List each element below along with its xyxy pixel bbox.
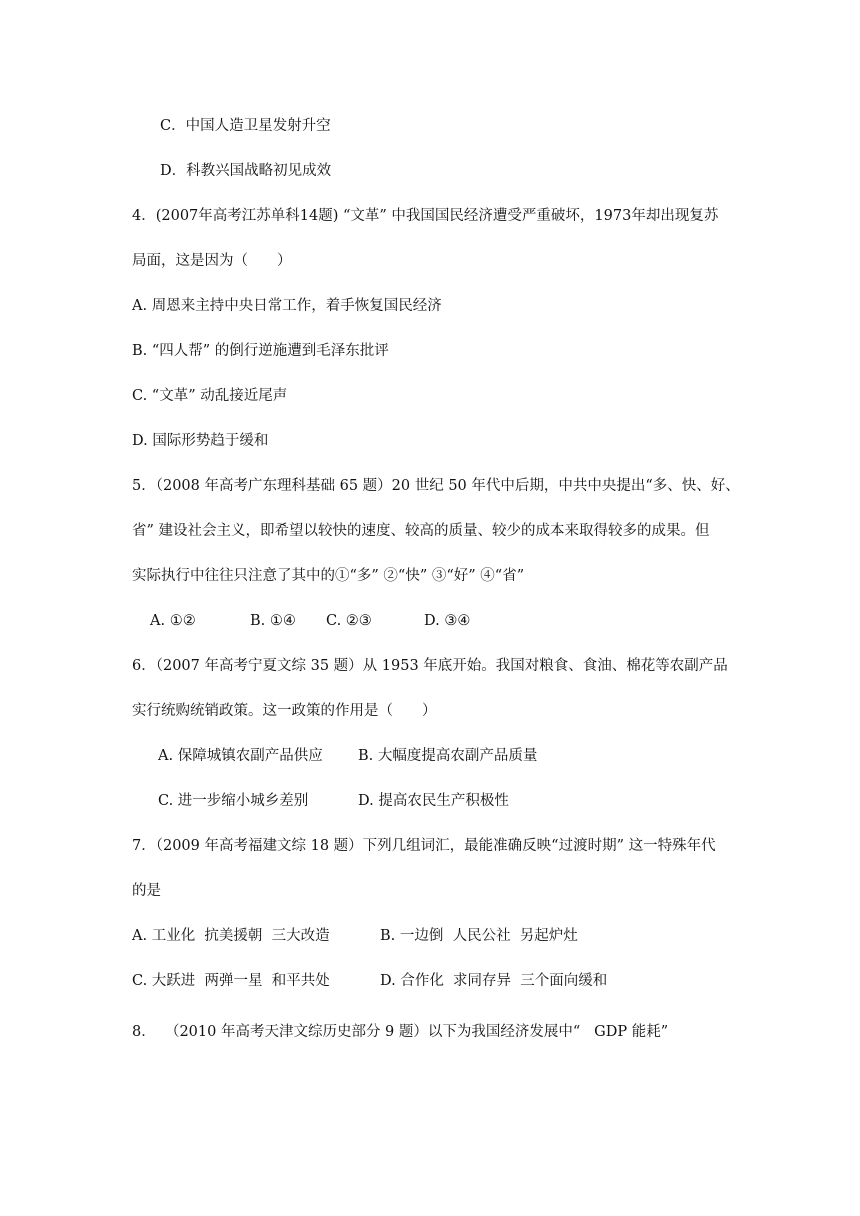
question-6-option-a: A. 保障城镇农副产品供应 <box>158 748 323 764</box>
question-6-option-c: C. 进一步缩小城乡差别 <box>158 793 309 809</box>
question-6-options-row2 <box>150 791 650 811</box>
question-7-options-row1 <box>132 926 692 946</box>
question-4-option-b: B. “四人帮” 的倒行逆施遭到毛泽东批评 <box>132 343 389 359</box>
question-6-stem-line1: 6．（2007 年高考宁夏文综 35 题）从 1953 年底开始。我国对粮食、食油、棉花等农副产品 <box>132 658 728 674</box>
question-5-option-d: D. ③④ <box>424 613 471 629</box>
option-c-prev: C．中国人造卫星发射升空 <box>160 118 331 134</box>
option-d-prev: D．科教兴国战略初见成效 <box>160 163 332 179</box>
question-8-stem-line1: 8． （2010 年高考天津文综历史部分 9 题）以下为我国经济发展中“ GDP 能耗” <box>132 1024 669 1040</box>
question-6-options-row1 <box>150 746 650 766</box>
question-7-option-c: C. 大跃进 两弹一星 和平共处 <box>132 973 330 989</box>
question-7-options-row2 <box>132 971 692 991</box>
question-7-stem-line1: 7．（2009 年高考福建文综 18 题）下列几组词汇，最能准确反映“过渡时期” 这一特殊年代 <box>132 838 716 854</box>
question-6-option-d: D. 提高农民生产积极性 <box>358 793 509 809</box>
question-5-stem-line2: 省” 建设社会主义，即希望以较快的速度、较高的质量、较少的成本来取得较多的成果。但 <box>132 523 710 539</box>
question-5-stem-line3: 实际执行中往往只注意了其中的①“多” ②“快” ③“好” ④“省” <box>132 568 525 584</box>
question-4-stem-line2: 局面，这是因为（ ） <box>132 253 292 269</box>
question-5-stem-line1: 5．（2008 年高考广东理科基础 65 题）20 世纪 50 年代中后期，中共中央提出“多、快、好、 <box>132 478 740 494</box>
question-6-stem-line2: 实行统购统销政策。这一政策的作用是（ ） <box>132 703 437 719</box>
question-7-option-d: D. 合作化 求同存异 三个面向缓和 <box>380 973 608 989</box>
question-7-option-a: A. 工业化 抗美援朝 三大改造 <box>132 928 330 944</box>
question-5-option-c: C. ②③ <box>326 613 372 629</box>
question-4-option-c: C. “文革” 动乱接近尾声 <box>132 388 288 404</box>
question-5-options <box>150 611 550 631</box>
question-7-option-b: B. 一边倒 人民公社 另起炉灶 <box>380 928 578 944</box>
question-7-stem-line2: 的是 <box>132 883 161 899</box>
question-5-option-b: B. ①④ <box>250 613 296 629</box>
question-4-option-a: A. 周恩来主持中央日常工作，着手恢复国民经济 <box>132 298 442 314</box>
question-5-option-a: A. ①② <box>150 613 196 629</box>
question-6-option-b: B. 大幅度提高农副产品质量 <box>358 748 538 764</box>
question-4-stem-line1: 4．(2007年高考江苏单科14题) “文革” 中我国国民经济遭受严重破坏，1973年却出现复苏 <box>132 208 719 224</box>
question-4-option-d: D. 国际形势趋于缓和 <box>132 433 269 449</box>
